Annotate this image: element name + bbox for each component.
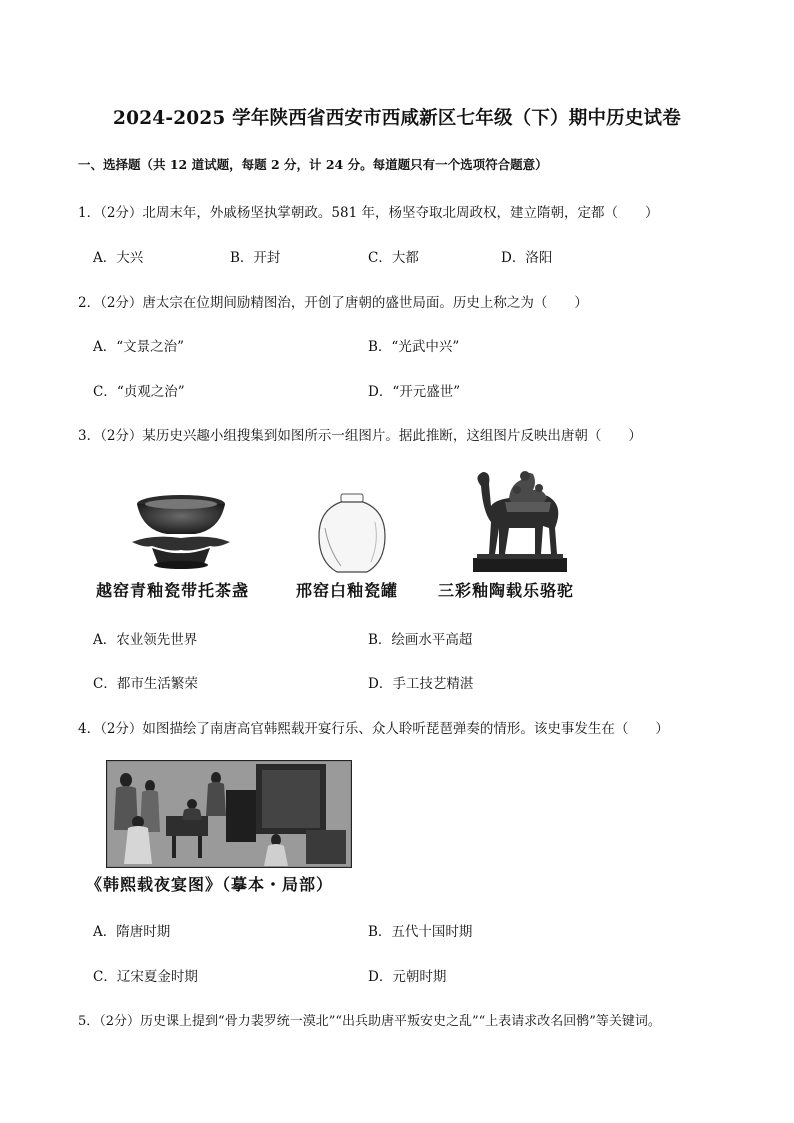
tea-bowl-image — [122, 490, 240, 572]
night-banquet-painting-image — [106, 760, 352, 868]
question-2-option-b[interactable]: B．“光武中兴” — [368, 339, 460, 355]
question-5-stem: 5．（2分）历史课上提到“骨力裴罗统一漠北”“出兵助唐平叛安史之乱”“上表请求改名回鹘”等关键词。 — [78, 1014, 661, 1029]
question-4-option-c[interactable]: C．辽宋夏金时期 — [93, 969, 198, 985]
question-4-option-d[interactable]: D．元朝时期 — [368, 969, 447, 985]
question-1-option-b[interactable]: B．开封 — [230, 250, 281, 266]
question-1-option-d[interactable]: D．洛阳 — [501, 250, 553, 266]
question-2-option-d[interactable]: D．“开元盛世” — [368, 384, 461, 400]
question-4-stem: 4．（2分）如图描绘了南唐高官韩熙载开宴行乐、众人聆听琵琶弹奏的情形。该史事发生在（ ） — [78, 721, 669, 737]
question-4-option-b[interactable]: B．五代十国时期 — [368, 924, 473, 940]
question-1-option-a[interactable]: A．大兴 — [93, 250, 144, 266]
question-2-option-a[interactable]: A．“文景之治” — [93, 339, 185, 355]
tea-bowl-caption: 越窑青釉瓷带托茶盏 — [96, 581, 250, 600]
camel-caption: 三彩釉陶载乐骆驼 — [438, 581, 575, 600]
question-1-option-c[interactable]: C．大都 — [368, 250, 419, 266]
question-2-option-c[interactable]: C．“贞观之治” — [93, 384, 185, 400]
section-heading: 一、选择题（共 12 道试题，每题 2 分，计 24 分。每道题只有一个选项符合题意） — [78, 157, 548, 172]
painting-caption: 《韩熙载夜宴图》（摹本・局部） — [86, 875, 334, 894]
question-3-option-c[interactable]: C．都市生活繁荣 — [93, 676, 198, 692]
question-1-stem: 1．（2分）北周末年，外戚杨坚执掌朝政。581 年，杨坚夺取北周政权，建立隋朝，定都（ ） — [78, 205, 659, 221]
question-2-stem: 2．（2分）唐太宗在位期间励精图治，开创了唐朝的盛世局面。历史上称之为（ ） — [78, 295, 588, 311]
tricolor-camel-image — [465, 466, 577, 576]
white-jar-caption: 邢窑白釉瓷罐 — [296, 581, 399, 600]
white-jar-image — [315, 492, 389, 576]
question-4-option-a[interactable]: A．隋唐时期 — [93, 924, 171, 940]
question-3-option-b[interactable]: B．绘画水平高超 — [368, 632, 473, 648]
question-3-option-d[interactable]: D．手工技艺精湛 — [368, 676, 474, 692]
question-3-option-a[interactable]: A．农业领先世界 — [93, 632, 198, 648]
exam-title: 2024-2025 学年陕西省西安市西咸新区七年级（下）期中历史试卷 — [113, 108, 681, 129]
question-3-stem: 3．（2分）某历史兴趣小组搜集到如图所示一组图片。据此推断，这组图片反映出唐朝（ ） — [78, 428, 642, 444]
